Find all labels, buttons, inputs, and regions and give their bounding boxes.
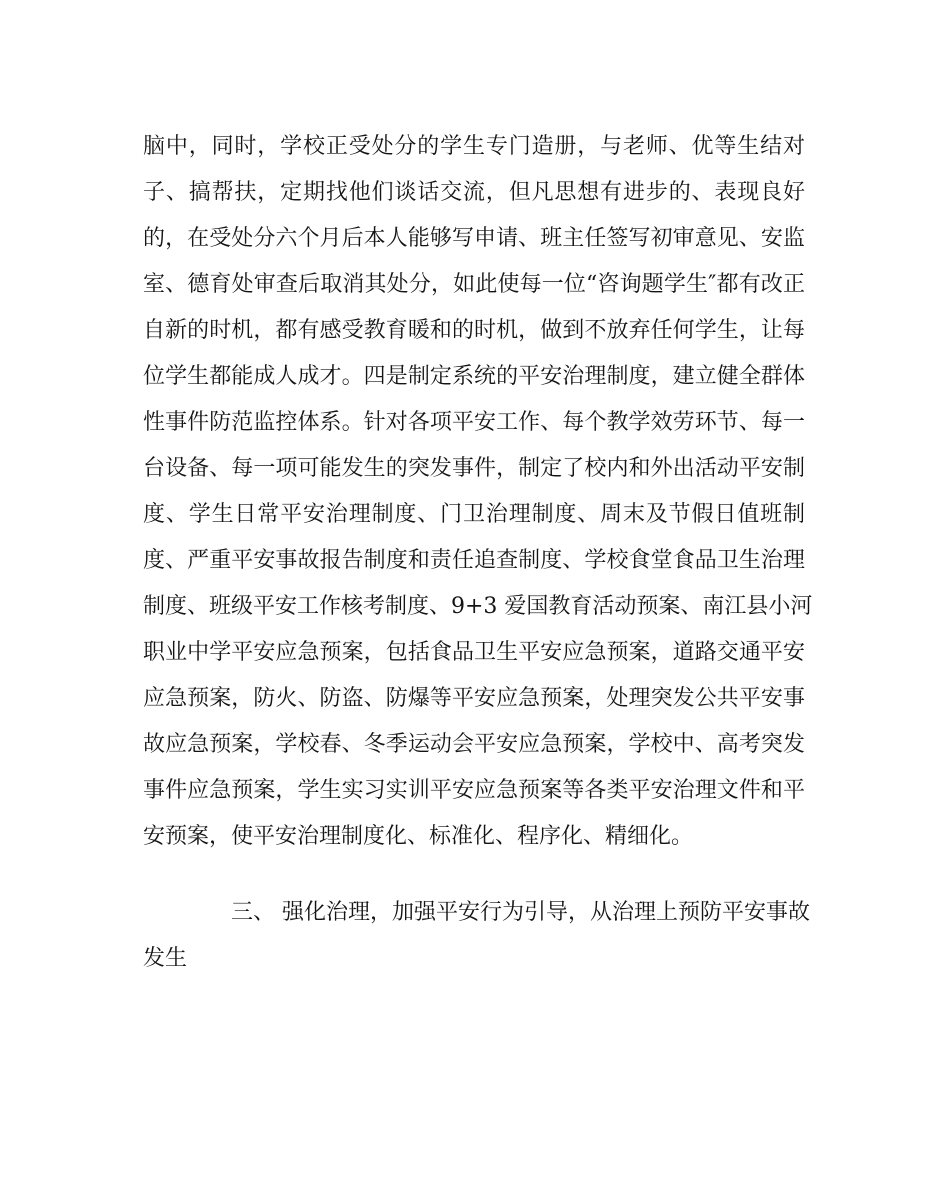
body-text-line: 的，在受处分六个月后本人能够写申请、班主任签写初审意见、安监 <box>143 226 805 251</box>
body-text-line: 职业中学平安应急预案，包括食品卫生平安应急预案，道路交通平安 <box>143 640 805 665</box>
body-text-line: 故应急预案，学校春、冬季运动会平安应急预案，学校中、高考突发 <box>143 732 805 757</box>
body-text-line: 子、搞帮扶，定期找他们谈话交流，但凡思想有进步的、表现良好 <box>143 180 805 205</box>
body-text-line: 性事件防范监控体系。针对各项平安工作、每个教学效劳环节、每一 <box>143 410 805 435</box>
body-text-line: 安预案，使平安治理制度化、标准化、程序化、精细化。 <box>143 824 694 849</box>
body-text-line: 室、德育处审查后取消其处分，如此使每一位“咨询题学生″都有改正 <box>143 272 805 297</box>
body-text-line: 度、严重平安事故报告制度和责任追查制度、学校食堂食品卫生治理 <box>143 548 805 573</box>
body-text-line: 度、学生日常平安治理制度、门卫治理制度、周末及节假日值班制 <box>143 502 805 527</box>
body-text-line: 位学生都能成人成才。四是制定系统的平安治理制度，建立健全群体 <box>143 364 805 389</box>
section-heading: 三、 强化治理，加强平安行为引导，从治理上预防平安事故 <box>231 900 810 925</box>
section-heading-continuation: 发生 <box>143 946 188 971</box>
body-text-line: 事件应急预案，学生实习实训平安应急预案等各类平安治理文件和平 <box>143 778 805 803</box>
body-text-line: 应急预案，防火、防盗、防爆等平安应急预案，处理突发公共平安事 <box>143 686 805 711</box>
body-text-line: 制度、班级平安工作核考制度、9+3 爱国教育活动预案、南江县小河 <box>143 594 813 619</box>
body-text-line: 台设备、每一项可能发生的突发事件，制定了校内和外出活动平安制 <box>143 456 805 481</box>
body-text-line: 自新的时机，都有感受教育暖和的时机，做到不放弃任何学生，让每 <box>143 318 805 343</box>
body-text-line: 脑中，同时，学校正受处分的学生专门造册，与老师、优等生结对 <box>143 134 805 159</box>
